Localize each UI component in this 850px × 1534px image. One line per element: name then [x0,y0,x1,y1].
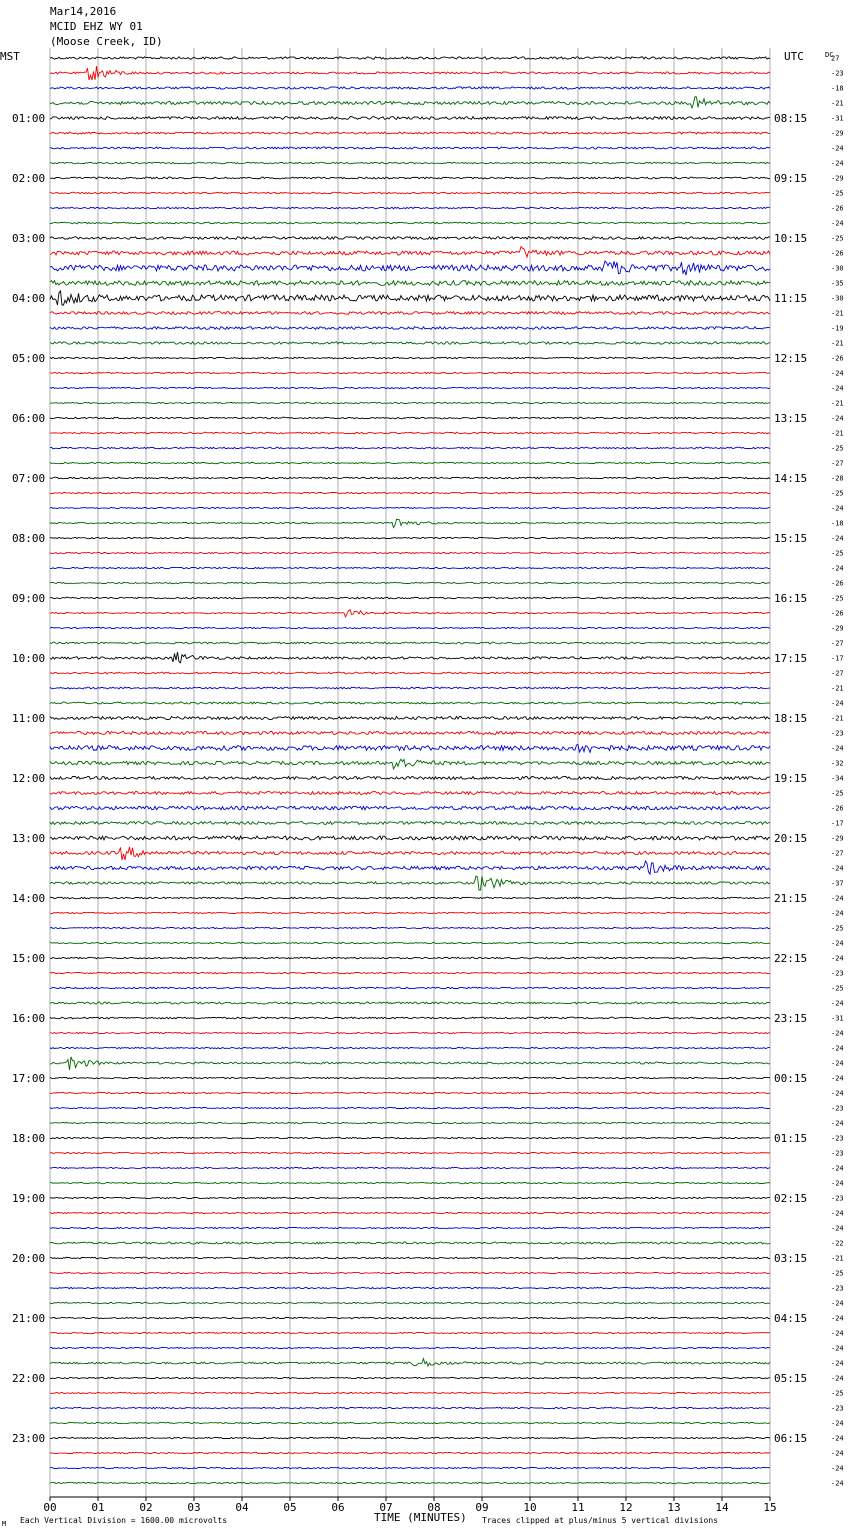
dc-offset: -25 [831,189,844,198]
dc-offset: -24 [831,1434,844,1443]
dc-offset: -23 [831,1149,844,1158]
trace-line [50,117,770,120]
dc-offset: -24 [831,1314,844,1323]
trace-line [50,1212,770,1213]
dc-offset: -17 [831,654,844,663]
trace-line [50,1197,770,1198]
trace-line [50,222,770,224]
trace-line [50,1302,770,1303]
dc-offset: -24 [831,384,844,393]
trace-line [50,1047,770,1048]
trace-line [50,87,770,89]
dc-offset: -25 [831,789,844,798]
trace-line [50,1287,770,1288]
dc-offset: -24 [831,1119,844,1128]
trace-line [50,672,770,674]
utc-label: 17:15 [774,652,808,665]
utc-label: 22:15 [774,952,808,965]
utc-time-labels [774,112,807,1445]
mst-label: 20:00 [12,1252,46,1265]
dc-offset: -35 [831,279,844,288]
trace-line [50,291,770,305]
trace-line [50,1017,770,1019]
dc-offset: -19 [831,324,844,333]
trace-line [50,876,770,890]
dc-offset: -24 [831,1074,844,1083]
mst-label: 07:00 [12,472,46,485]
trace-line [50,610,770,617]
dc-offset: -27 [831,849,844,858]
dc-offset: -24 [831,1224,844,1233]
dc-offset: 27 [831,54,840,63]
utc-label: 16:15 [774,592,808,605]
trace-line [50,1182,770,1183]
utc-label: 08:15 [774,112,808,125]
dc-offset: -26 [831,804,844,813]
mst-label: 02:00 [12,172,46,185]
dc-offset: -31 [831,114,844,123]
dc-offset: -26 [831,204,844,213]
dc-offset: -27 [831,459,844,468]
dc-offset: -26 [831,609,844,618]
dc-offset: -29 [831,174,844,183]
dc-offset: -34 [831,774,844,783]
clip-note: Traces clipped at plus/minus 5 vertical divisions [482,1516,719,1525]
dc-offset: -17 [831,819,844,828]
dc-offset: -18 [831,519,844,528]
mst-label: 09:00 [12,592,46,605]
trace-line [50,237,770,240]
dc-offset: -32 [831,759,844,768]
dc-offset: -24 [831,699,844,708]
x-tick-label: 09 [475,1501,489,1514]
trace-line [50,1152,770,1153]
trace-line [50,1092,770,1093]
trace-line [50,387,770,388]
mst-label: 15:00 [12,952,46,965]
trace-line [50,597,770,599]
dc-offset: -25 [831,1269,844,1278]
dc-offset: -21 [831,99,844,108]
trace-line [50,447,770,449]
trace-line [50,1107,770,1108]
dc-offset: -24 [831,894,844,903]
trace-line [50,97,770,108]
trace-line [50,1437,770,1438]
utc-label: 13:15 [774,412,808,425]
x-tick-label: 06 [331,1501,345,1514]
x-tick-label: 12 [619,1501,633,1514]
trace-line [50,1032,770,1033]
dc-offset-title: DC [825,51,834,59]
x-tick-label: 07 [379,1501,393,1514]
trace-line [50,207,770,209]
trace-line [50,957,770,959]
trace-line [50,1167,770,1168]
trace-line [50,402,770,403]
mst-label: 16:00 [12,1012,46,1025]
dc-offset: -23 [831,1404,844,1413]
dc-offset: -24 [831,1374,844,1383]
trace-line [50,462,770,463]
x-tick-label: 01 [91,1501,105,1514]
mst-label: 13:00 [12,832,46,845]
trace-line [50,552,770,553]
dc-offset: -23 [831,1194,844,1203]
x-tick-label: 13 [667,1501,681,1514]
trace-line [50,806,770,810]
dc-offset: -26 [831,354,844,363]
trace-line [50,1359,770,1367]
trace-line [50,822,770,825]
dc-offset: -24 [831,144,844,153]
trace-line [50,1002,770,1004]
trace-line [50,327,770,330]
utc-label: 00:15 [774,1072,808,1085]
trace-line [50,57,770,59]
trace-line [50,1467,770,1468]
dc-offset: -24 [831,954,844,963]
scale-note: Each Vertical Division = 1600.00 microvolts [20,1516,228,1525]
dc-offset: -24 [831,219,844,228]
utc-label: 19:15 [774,772,808,785]
trace-line [50,281,770,286]
trace-line [50,1317,770,1318]
trace-line [50,132,770,134]
dc-offset: -24 [831,999,844,1008]
x-tick-label: 05 [283,1501,297,1514]
utc-label: 18:15 [774,712,808,725]
trace-line [50,927,770,928]
trace-line [50,1257,770,1259]
dc-offset: -23 [831,69,844,78]
trace-line [50,1137,770,1138]
x-tick-label: 11 [571,1501,585,1514]
station-location: (Moose Creek, ID) [50,35,163,48]
utc-label: 11:15 [774,292,808,305]
dc-offset: -24 [831,939,844,948]
utc-label: 10:15 [774,232,808,245]
utc-label: 09:15 [774,172,808,185]
dc-offset: -23 [831,1134,844,1143]
trace-line [50,567,770,568]
dc-offset: -24 [831,564,844,573]
trace-line [50,162,770,164]
utc-label: 02:15 [774,1192,808,1205]
utc-label: 23:15 [774,1012,808,1025]
dc-offset: -31 [831,1014,844,1023]
dc-offset: -23 [831,1284,844,1293]
utc-label: 05:15 [774,1372,808,1385]
x-tick-label: 14 [715,1501,729,1514]
trace-line [50,432,770,434]
chart-date: Mar14,2016 [50,5,117,18]
trace-line [50,1242,770,1244]
dc-offset: -24 [831,1419,844,1428]
trace-line [50,1422,770,1423]
trace-line [50,731,770,734]
dc-offset: -24 [831,1299,844,1308]
dc-offset: -24 [831,1044,844,1053]
dc-offset: -24 [831,1029,844,1038]
trace-line [50,717,770,720]
trace-line [50,972,770,973]
mst-label: 04:00 [12,292,46,305]
trace-line [50,987,770,989]
dc-offset: -24 [831,1359,844,1368]
trace-line [50,627,770,628]
trace-line [50,642,770,644]
mst-label: 11:00 [12,712,46,725]
dc-offset: -25 [831,924,844,933]
dc-offset: -24 [831,1479,844,1488]
dc-offset: -24 [831,504,844,513]
mst-label: 12:00 [12,772,46,785]
trace-line [50,687,770,689]
trace-line [50,342,770,344]
mst-label: 17:00 [12,1072,46,1085]
trace-line [50,192,770,194]
mst-label: 10:00 [12,652,46,665]
trace-line [50,759,770,769]
trace-line [50,1482,770,1483]
dc-offset: -18 [831,84,844,93]
trace-line [50,1392,770,1393]
dc-offset: -24 [831,534,844,543]
trace-line [50,745,770,753]
mst-label: 06:00 [12,412,46,425]
utc-label: 15:15 [774,532,808,545]
mst-label: 08:00 [12,532,46,545]
dc-offset: -25 [831,444,844,453]
dc-offset: -24 [831,1449,844,1458]
dc-offset: -29 [831,129,844,138]
dc-offset: -21 [831,1254,844,1263]
trace-line [50,147,770,149]
trace-line [50,417,770,419]
dc-offset: -23 [831,1104,844,1113]
dc-offset: -24 [831,414,844,423]
utc-label: 04:15 [774,1312,808,1325]
trace-line [50,537,770,538]
trace-line [50,942,770,943]
trace-line [50,372,770,373]
mst-label: 23:00 [12,1432,46,1445]
dc-offset: -24 [831,1209,844,1218]
utc-label: 01:15 [774,1132,808,1145]
station-code: MCID EHZ WY 01 [50,20,143,33]
trace-line [50,912,770,913]
dc-offset: -25 [831,1389,844,1398]
x-tick-label: 10 [523,1501,537,1514]
dc-offset: -27 [831,639,844,648]
trace-line [50,582,770,583]
dc-offset: -21 [831,309,844,318]
dc-offset: -30 [831,264,844,273]
dc-offset: -21 [831,714,844,723]
dc-offset: -24 [831,1059,844,1068]
x-tick-label: 03 [187,1501,201,1514]
dc-offset: -24 [831,909,844,918]
trace-line [50,1452,770,1453]
dc-offset: -37 [831,879,844,888]
trace-line [50,477,770,479]
trace-line [50,1347,770,1348]
dc-offset: -27 [831,669,844,678]
x-tick-label: 02 [139,1501,153,1514]
trace-line [50,177,770,179]
trace-line [50,1407,770,1408]
dc-offset: -21 [831,399,844,408]
seismic-traces [50,57,770,1484]
trace-line [50,261,770,275]
dc-offset: -23 [831,969,844,978]
trace-line [50,897,770,899]
trace-line [50,836,770,840]
x-tick-label: 08 [427,1501,441,1514]
utc-label: 03:15 [774,1252,808,1265]
trace-line [50,652,770,663]
dc-offset: -28 [831,474,844,483]
dc-offset: -24 [831,1089,844,1098]
trace-line [50,1057,770,1070]
x-tick-label: 15 [763,1501,777,1514]
trace-line [50,1377,770,1378]
dc-offset: -22 [831,1239,844,1248]
trace-line [50,357,770,359]
mst-label: 19:00 [12,1192,46,1205]
trace-line [50,247,770,258]
dc-offset: -24 [831,744,844,753]
utc-axis-title: UTC [784,50,804,63]
trace-line [50,312,770,315]
mst-label: 14:00 [12,892,46,905]
dc-offset: -30 [831,294,844,303]
trace-line [50,861,770,874]
dc-offset: -29 [831,834,844,843]
trace-line [50,777,770,780]
utc-label: 21:15 [774,892,808,905]
dc-offset: -24 [831,1179,844,1188]
dc-offset: -25 [831,594,844,603]
dc-offset: -24 [831,1164,844,1173]
dc-offset: -29 [831,624,844,633]
trace-line [50,702,770,704]
dc-offset: -24 [831,159,844,168]
trace-line [50,66,770,80]
trace-line [50,507,770,508]
dc-offset: -24 [831,1329,844,1338]
corner-mark: M [2,1520,7,1528]
dc-offset-labels [831,55,844,1488]
dc-offset: -24 [831,864,844,873]
dc-offset: -26 [831,579,844,588]
x-tick-label: 00 [43,1501,57,1514]
dc-offset: -25 [831,984,844,993]
mst-axis-title: MST [0,50,20,63]
dc-offset: -21 [831,339,844,348]
mst-label: 22:00 [12,1372,46,1385]
dc-offset: -21 [831,684,844,693]
trace-line [50,1227,770,1228]
trace-line [50,1077,770,1078]
dc-offset: -23 [831,729,844,738]
utc-label: 06:15 [774,1432,808,1445]
trace-line [50,847,770,860]
mst-label: 18:00 [12,1132,46,1145]
mst-label: 21:00 [12,1312,46,1325]
mst-label: 05:00 [12,352,46,365]
dc-offset: -21 [831,429,844,438]
utc-label: 14:15 [774,472,808,485]
trace-line [50,1122,770,1123]
dc-offset: -25 [831,234,844,243]
trace-line [50,792,770,795]
x-tick-label: 04 [235,1501,249,1514]
dc-offset: -24 [831,1464,844,1473]
utc-label: 20:15 [774,832,808,845]
dc-offset: -26 [831,249,844,258]
trace-line [50,492,770,493]
dc-offset: -24 [831,369,844,378]
dc-offset: -25 [831,549,844,558]
trace-line [50,519,770,527]
utc-label: 12:15 [774,352,808,365]
mst-label: 03:00 [12,232,46,245]
mst-label: 01:00 [12,112,46,125]
x-axis-label: TIME (MINUTES) [374,1511,467,1524]
dc-offset: -24 [831,1344,844,1353]
dc-offset: -25 [831,489,844,498]
trace-line [50,1272,770,1273]
mst-time-labels [12,112,45,1445]
trace-line [50,1332,770,1333]
